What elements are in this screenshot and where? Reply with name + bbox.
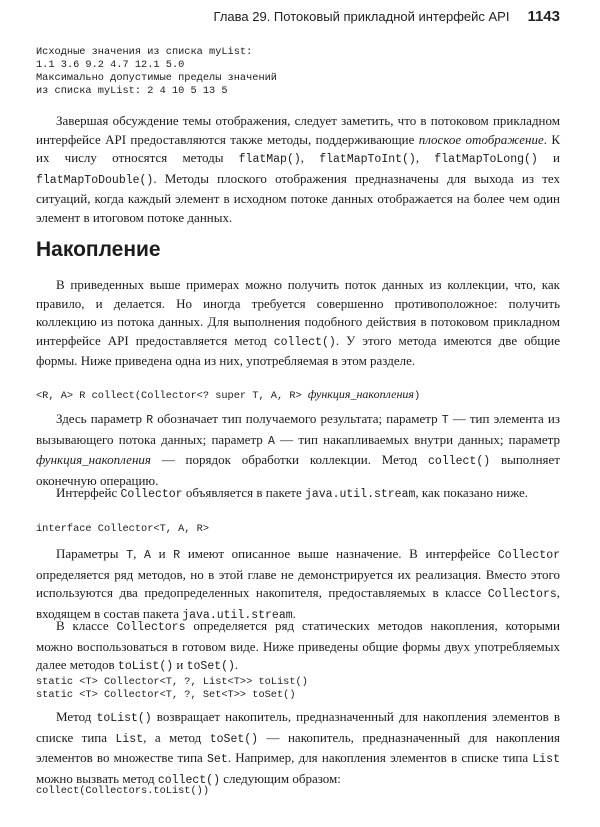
chapter-title: Глава 29. Потоковый прикладной интерфейс API — [213, 9, 510, 24]
paragraph-collectors-class: Параметры T, A и R имеют описанное выше назначение. В интерфейсе Collector определяется ряд методов, но в этой главе не демонстрируется их реализация. Вместо этого используются два предопределенных накопителя, предоставляемых в классе Collectors, входящем в состав пакета java.util.stream. — [36, 546, 561, 622]
method-signatures — [36, 676, 560, 702]
paragraph-flat-map: Завершая обсуждение темы отображения, следует заметить, что в потоковом прикладном интерфейсе API предоставляются также методы, поддерживающие плоское отображение. К их числу относятся методы flatMap(), flatMapToInt(), flatMapToLong() и flatMapToDouble(). Методы плоского отображения предназначены для выхода из тех ситуаций, когда каждый элемент в исходном потоке данных отображается на более чем один элемент в итоговом потоке данных. — [36, 113, 561, 225]
paragraph-tolist-toset: Метод toList() возвращает накопитель, предназначенный для накопления элементов в списке типа List, а метод toSet() — накопитель, предназначенный для накопления элементов во множестве типа Set. Например, для накопления элементов в списке типа List можно вызвать метод collect() следующим образом: — [36, 709, 560, 787]
running-header — [214, 8, 560, 25]
paragraph-parameters: Здесь параметр R обозначает тип получаемого результата; параметр T — тип элемента из вызывающего потока данных; параметр A — тип накапливаемых внутри данных; параметр функция_накопления — порядок обработки коллекции. Метод collect() выполняет оконечную операцию. — [36, 411, 560, 488]
collector-declaration: interface Collector<T, A, R> — [36, 523, 210, 535]
paragraph-collector-interface: Интерфейс Collector объявляется в пакете java.util.stream, как показано ниже. — [56, 485, 529, 501]
code-line: Максимально допустимые пределы значений — [36, 72, 277, 84]
code-output-block — [36, 46, 560, 98]
code-line: static <T> Collector<T, ?, Set<T>> toSet() — [36, 689, 296, 701]
paragraph-collect-intro: В приведенных выше примерах можно получить поток данных из коллекции, что, как правило, и делается. Но иногда требуется совершенно противоположное: получить коллекцию из потока данных. Для выполнения подобного действия в потоковом прикладном интерфейсе API предоставляется метод collect(). У этого метода имеются две общие формы. Ниже приведена одна из них, употребляемая в этом разделе. — [36, 277, 560, 368]
collect-example: collect(Collectors.toList()) — [36, 785, 210, 797]
code-line: Исходные значения из списка myList: — [36, 46, 253, 58]
section-heading: Накопление — [36, 238, 161, 261]
page-number: 1143 — [527, 8, 560, 25]
paragraph-static-methods: В классе Collectors определяется ряд статических методов накопления, которыми можно воспользоваться в готовом виде. Ниже приведены общие формы двух употребляемых далее методов toList() и toSet(). — [36, 618, 560, 673]
code-line: static <T> Collector<T, ?, List<T>> toList() — [36, 676, 308, 688]
collect-signature: <R, A> R collect(Collector<? super T, A, R> функция_накопления) — [36, 387, 421, 402]
code-line: 1.1 3.6 9.2 4.7 12.1 5.0 — [36, 59, 185, 71]
code-line: из списка myList: 2 4 10 5 13 5 — [36, 85, 228, 97]
